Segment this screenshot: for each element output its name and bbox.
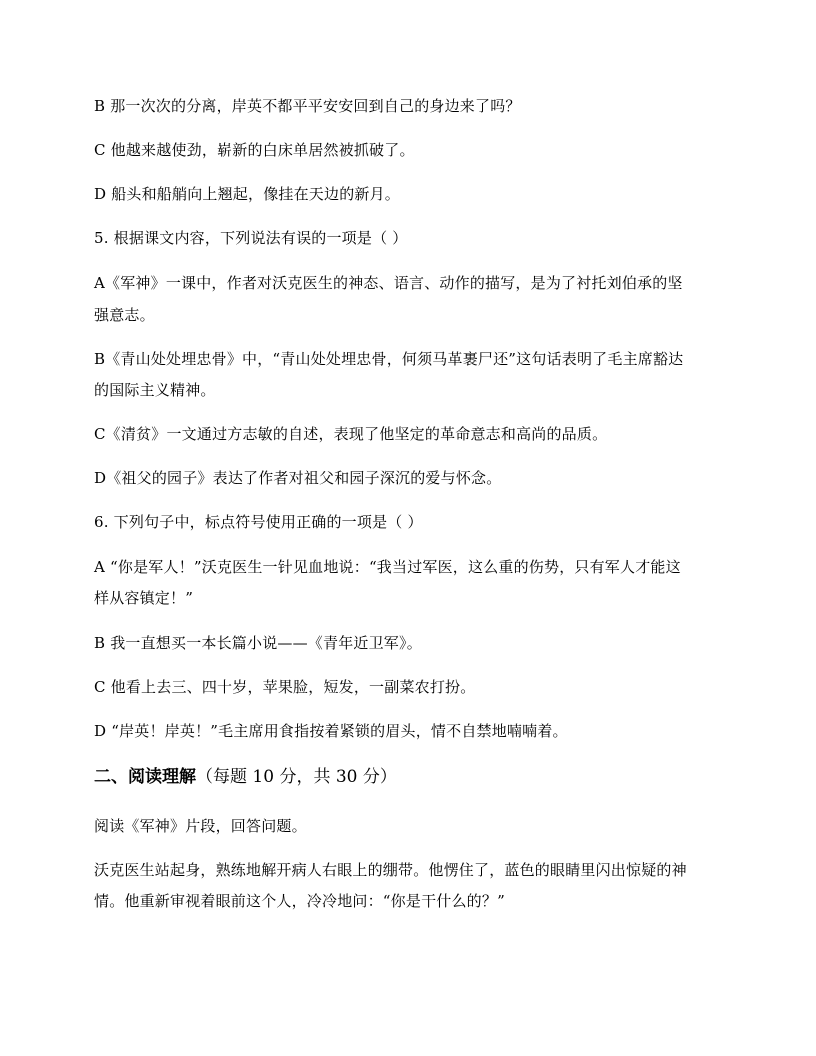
option-c-q4: C 他越来越使劲，崭新的白床单居然被抓破了。 (94, 141, 415, 159)
section-title: 二、阅读理解 (94, 767, 196, 787)
option-d-q5: D《祖父的园子》表达了作者对祖父和园子深沉的爱与怀念。 (94, 469, 502, 487)
option-a-q6-line2: 样从容镇定！” (94, 589, 194, 607)
option-c-q6: C 他看上去三、四十岁，苹果脸，短发，一副菜农打扮。 (94, 678, 476, 696)
option-b-q5-line2: 的国际主义精神。 (94, 381, 216, 399)
option-a-q6-line1: A “你是军人！”沃克医生一针见血地说：“我当过军医，这么重的伤势，只有军人才能这 (94, 558, 681, 576)
option-d-q6: D “岸英！岸英！”毛主席用食指按着紧锁的眉头，情不自禁地喃喃着。 (94, 722, 568, 740)
question-6: 6. 下列句子中，标点符号使用正确的一项是（ ） (94, 513, 423, 531)
option-a-q5-line1: A《军神》一课中，作者对沃克医生的神态、语言、动作的描写，是为了衬托刘伯承的坚 (94, 274, 683, 292)
option-b-q6: B 我一直想买一本长篇小说——《青年近卫军》。 (94, 634, 422, 652)
option-b-q4: B 那一次次的分离，岸英不都平平安安回到自己的身边来了吗？ (94, 97, 521, 115)
option-d-q4: D 船头和船艄向上翘起，像挂在天边的新月。 (94, 185, 400, 203)
passage-line1: 沃克医生站起身，熟练地解开病人右眼上的绷带。他愣住了，蓝色的眼睛里闪出惊疑的神 (94, 861, 687, 879)
section-note: （每题 10 分，共 30 分） (196, 767, 397, 787)
option-c-q5: C《清贫》一文通过方志敏的自述，表现了他坚定的革命意志和高尚的品质。 (94, 425, 608, 443)
option-b-q5-line1: B《青山处处埋忠骨》中，“青山处处埋忠骨，何须马革裹尸还”这句话表明了毛主席豁达 (94, 350, 684, 368)
passage-line2: 情。他重新审视着眼前这个人，冷冷地问：“你是干什么的？” (94, 892, 505, 910)
question-5: 5. 根据课文内容，下列说法有误的一项是（ ） (94, 229, 408, 247)
option-a-q5-line2: 强意志。 (94, 306, 155, 324)
reading-instruction: 阅读《军神》片段，回答问题。 (94, 817, 307, 835)
section-heading (94, 767, 397, 787)
